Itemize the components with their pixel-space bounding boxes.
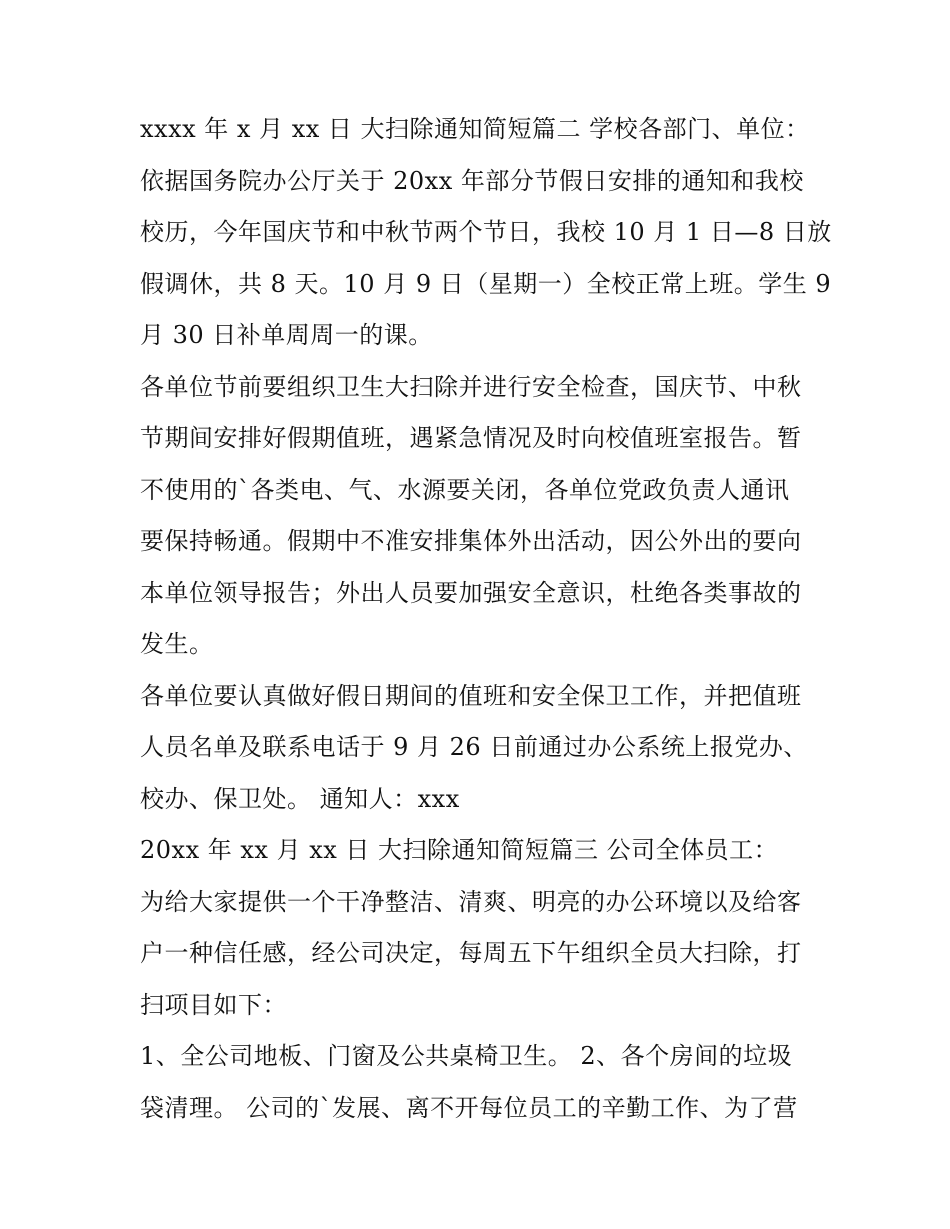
document-body xyxy=(140,104,832,1134)
text-line: xxxx 年 x 月 xx 日 大扫除通知简短篇二 学校各部门、单位： xyxy=(140,115,810,143)
text-line: 校历，今年国庆节和中秋节两个节日，我校 10 月 1 日—8 日放 xyxy=(140,218,832,246)
text-line: 月 30 日补单周周一的课。 xyxy=(140,321,433,349)
text-line: 发生。 xyxy=(140,630,214,658)
text-line: 各单位节前要组织卫生大扫除并进行安全检查，国庆节、中秋 xyxy=(140,372,802,401)
text-line: 假调休，共 8 天。10 月 9 日（星期一）全校正常上班。学生 9 xyxy=(140,269,832,298)
text-line: 校办、保卫处。 通知人：xxx xyxy=(140,784,460,813)
text-line: 要保持畅通。假期中不准安排集体外出活动，因公外出的要向 xyxy=(140,527,802,555)
text-line: 节期间安排好假期值班，遇紧急情况及时向校值班室报告。暂 xyxy=(140,424,802,452)
text-line: 1、全公司地板、门窗及公共桌椅卫生。 2、各个房间的垃圾 xyxy=(140,1042,793,1070)
text-line: 户一种信任感，经公司决定，每周五下午组织全员大扫除，打 xyxy=(140,939,802,967)
text-line: 本单位领导报告；外出人员要加强安全意识，杜绝各类事故的 xyxy=(140,578,802,607)
text-line: 扫项目如下： xyxy=(140,990,287,1019)
text-line: 人员名单及联系电话于 9 月 26 日前通过办公系统上报党办、 xyxy=(140,733,808,761)
text-line: 20xx 年 xx 月 xx 日 大扫除通知简短篇三 公司全体员工： xyxy=(140,836,779,864)
text-line: 不使用的`各类电、气、水源要关闭，各单位党政负责人通讯 xyxy=(140,475,790,504)
text-line: 为给大家提供一个干净整洁、清爽、明亮的办公环境以及给客 xyxy=(140,887,802,916)
text-line: 各单位要认真做好假日期间的值班和安全保卫工作，并把值班 xyxy=(140,681,802,710)
text-line: 依据国务院办公厅关于 20xx 年部分节假日安排的通知和我校 xyxy=(140,166,804,195)
text-line: 袋清理。 公司的`发展、离不开每位员工的辛勤工作、为了营 xyxy=(140,1093,798,1122)
